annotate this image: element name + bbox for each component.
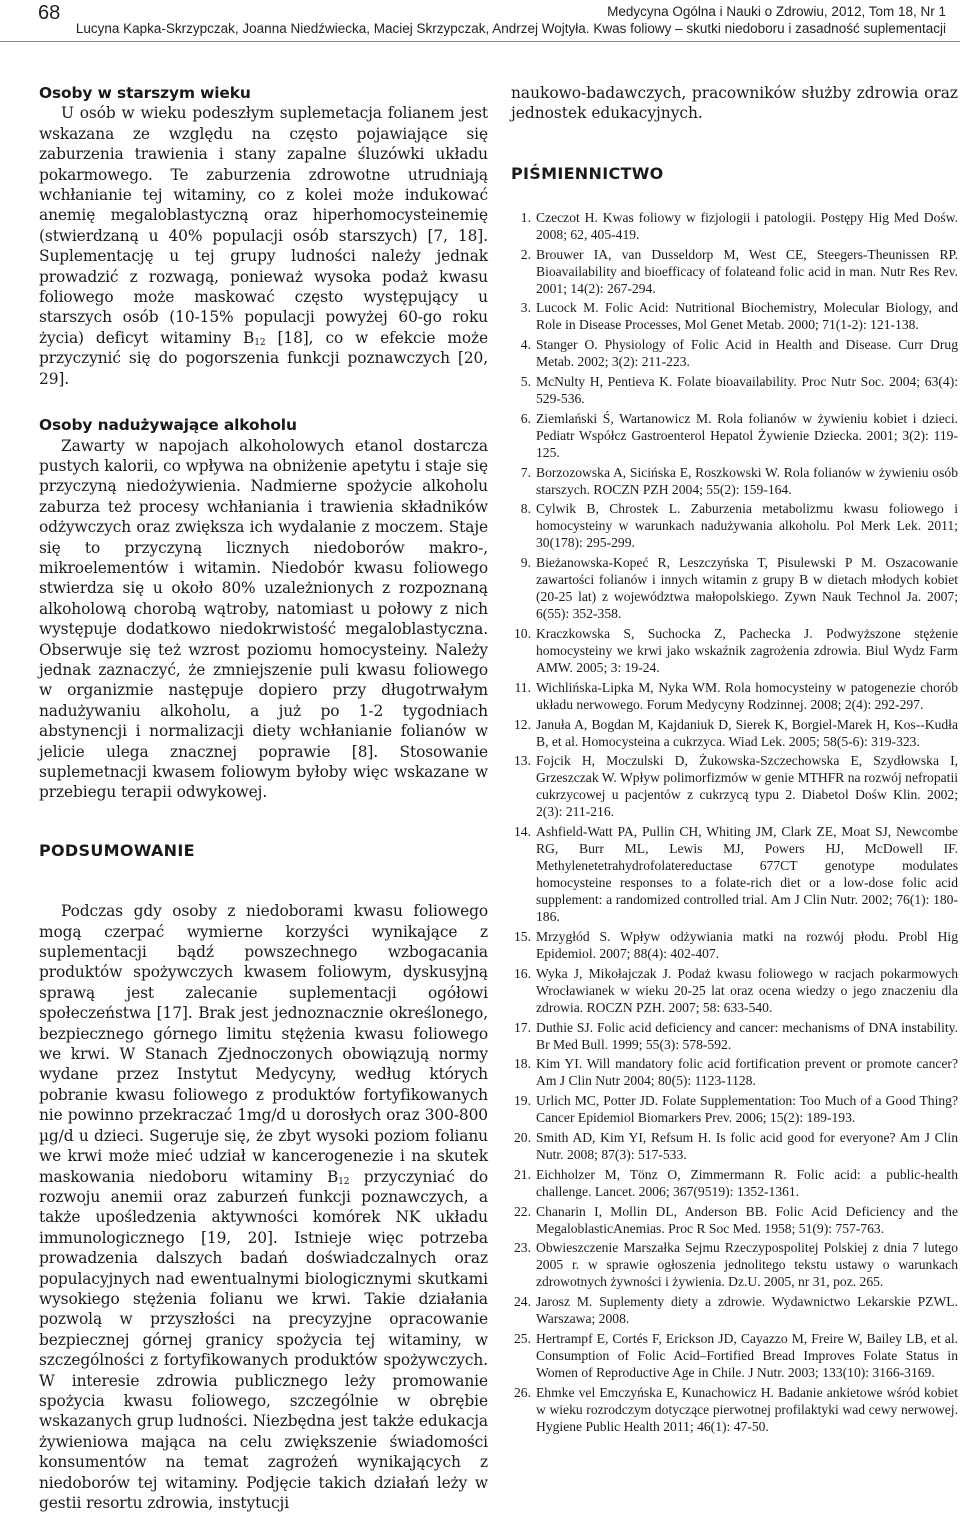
reference-text: Brouwer IA, van Dusseldorp M, West CE, Steegers-Theunissen RP. Bioavailability and bioefficacy of folateand folic acid in man. Nutr Res Rev. 2001; 14(2): 267-294. [536,246,958,296]
reference-item [511,1330,958,1381]
reference-item [511,1166,958,1200]
reference-number: 4. [520,337,531,353]
reference-item [511,823,958,925]
reference-number: 17. [514,1019,531,1035]
reference-text: Hertrampf E, Cortés F, Erickson JD, Cayazzo M, Freire W, Bailey LB, et al. Consumption of Folic Acid–Fortified Bread Improves Folate Status in Women of Reproductive Age in Chile. J Nutr. 2003; 133(10): 3166-3169. [536,1330,958,1380]
reference-text: Chanarin I, Mollin DL, Anderson BB. Folic Acid Deficiency and the MegaloblasticAnemias. Proc R Soc Med. 1958; 51(9): 757-763. [536,1203,958,1236]
alcohol-heading: Osoby nadużywające alkoholu [39,416,297,435]
continuation-text: naukowo-badawczych, pracowników służby zdrowia oraz jednostek edukacyjnych. [511,84,958,123]
references-heading: PIŚMIENNICTWO [511,163,664,183]
page-header [0,0,960,38]
reference-number: 10. [514,625,531,641]
running-head: Lucyna Kapka-Skrzypczak, Joanna Niedźwiecka, Maciej Skrzypczak, Andrzej Wojtyła. Kwas foliowy – skutki niedoboru i zasadność suplementacji [75,21,946,36]
reference-item [511,1092,958,1126]
reference-item [511,299,958,333]
right-column [511,83,958,1438]
reference-text: Duthie SJ. Folic acid deficiency and cancer: mechanisms of DNA instability. Br Med Bull. 1999; 55(3): 578-592. [536,1019,958,1052]
reference-number: 15. [514,928,531,944]
reference-item [511,1384,958,1435]
reference-text: Wyka J, Mikołajczak J. Podaż kwasu foliowego w racjach pokarmowych Wrocławianek w wieku 20-25 lat oraz ocena wiedzy o jego znaczeniu dla zdrowia. ROCZN PZH. 2007; 58: 633-540. [536,965,958,1015]
references-list [511,209,958,1435]
elderly-text-b: [18], co w efekcie może przyczynić się do pogorszenia funkcji poznawczych [20, 29]. [39,328,488,388]
reference-item [511,373,958,407]
reference-text: Obwieszczenie Marszałka Sejmu Rzeczypospolitej Polskiej z dnia 7 lutego 2005 r. w sprawie ogłoszenia jednolitego tekstu ustawy o warunkach zdrowotnych żywności i żywienia. Dz.U. 2005, nr 31, poz. 265. [536,1240,958,1290]
reference-text: Cylwik B, Chrostek L. Zaburzenia metabolizmu kwasu foliowego i homocysteiny w warunkach nadużywania alkoholu. Pol Merk Lek. 2011; 30(178): 295-299. [536,501,958,551]
reference-item [511,716,958,750]
reference-number: 7. [520,464,531,480]
summary-paragraph [39,901,488,1513]
reference-item [511,554,958,622]
reference-number: 11. [514,679,531,695]
reference-number: 24. [514,1294,531,1310]
reference-number: 8. [520,501,531,517]
left-column [39,83,488,1513]
reference-text: Kraczkowska S, Suchocka Z, Pachecka J. Podwyższone stężenie homocysteiny we krwi jako wskaźnik zagrożenia zdrowia. Biul Wydz Farm AMW. 2005; 3: 19-24. [536,625,958,675]
reference-number: 6. [520,410,531,426]
page-number: 68 [38,2,61,24]
reference-number: 19. [514,1093,531,1109]
reference-number: 21. [514,1166,531,1182]
summary-text-a: Podczas gdy osoby z niedoborami kwasu foliowego mogą czerpać wymierne korzyści wynikające z suplementacji bądź powszechnego wzbogacania produktów spożywczych kwasem foliowym, dyskusyjną sprawą jest zalecanie suplementacji ogółowi społeczeństwa [17]. Brak jest jednoznacznie określonego, bezpiecznego górnego limitu stężenia kwasu foliowego we krwi. W Stanach Zjednoczonych obowiązują normy wydane przez Instytut Medycyny, według których pobranie kwasu foliowego z produktów fortyfikowanych nie powinno przekraczać 1mg/d u dorosłych oraz 300-800 µg/d u dzieci. Sugeruje się, że zbyt wysoki poziom folianu we krwi może mieć udział w kancerogenezie i na skutek maskowania niedoboru witaminy B [39,902,488,1186]
reference-item [511,1239,958,1290]
reference-item [511,625,958,676]
summary-heading: PODSUMOWANIE [39,840,195,860]
elderly-subscript: 12 [254,337,266,348]
reference-text: Fojcik H, Moczulski D, Żukowska-Szczechowska E, Szydłowska I, Grzeszczak W. Wpływ polimorfizmów w genie MTHFR na rozwój nefropatii cukrzycowej u pacjentów z cukrzycą typu 2. Diabetol Dośw Klin. 2002; 2(3): 211-216. [536,753,958,820]
reference-number: 16. [514,965,531,981]
reference-item [511,1203,958,1237]
reference-item [511,209,958,243]
reference-item [511,752,958,820]
reference-number: 2. [520,246,531,262]
reference-text: Januła A, Bogdan M, Kajdaniuk D, Sierek K, Borgiel-Marek H, Kos--Kudła B, et al. Homocysteina a cukrzyca. Wiad Lek. 2005; 58(5-6): 319-323. [536,716,958,749]
reference-number: 9. [520,555,531,571]
reference-text: Bieżanowska-Kopeć R, Leszczyńska T, Pisulewski P M. Oszacowanie zawartości folianów i innych witamin z grupy B w dietach młodych kobiet (20-25 lat) z województwa małopolskiego. Zywn Nauk Technol Ja. 2007; 6(55): 352-358. [536,555,958,622]
reference-text: Jarosz M. Suplementy diety a zdrowie. Wydawnictwo Lekarskie PZWL. Warszawa; 2008. [536,1294,958,1327]
reference-item [511,336,958,370]
summary-text-b: przyczyniać do rozwoju anemii oraz zaburzeń funkcji poznawczych, a także upośledzenia aktywności komórek NK układu immunologicznego [19, 20]. Istnieje więc potrzeba prowadzenia dalszych badań doświadczalnych oraz populacyjnych nad ewentualnymi biologicznymi skutkami wysokiego stężenia folianu we krwi. Takie działania pozwolą w przyszłości na precyzyjne opracowanie bezpiecznej górnej granicy spożycia tej witaminy, w szczególności z fortyfikowanych produktów spożywczych. W interesie zdrowia publicznego leży promowanie spożycia kwasu foliowego, szczególnie w obrębie wskazanych grup ludności. Niezbędna jest także edukacja żywieniowa mająca na celu zwiększenie świadomości konsumentów na temat zagrożeń wynikających z niedoborów tej witaminy. Podjęcie takich działań leży w gestii resortu zdrowia, instytucji [39,1167,488,1512]
reference-item [511,965,958,1016]
reference-number: 23. [514,1240,531,1256]
reference-number: 3. [520,300,531,316]
summary-subscript: 12 [338,1176,350,1187]
reference-text: Smith AD, Kim YI, Refsum H. Is folic acid good for everyone? Am J Clin Nutr. 2008; 87(3): 517-533. [536,1129,958,1162]
elderly-heading: Osoby w starszym wieku [39,84,251,102]
reference-text: Wichlińska-Lipka M, Nyka WM. Rola homocysteiny w patogenezie chorób układu nerwowego. Forum Medycyny Rodzinnej. 2008; 2(4): 292-297. [536,679,958,712]
reference-text: Stanger O. Physiology of Folic Acid in Health and Disease. Curr Drug Metab. 2002; 3(2): 211-223. [536,337,958,370]
reference-number: 22. [514,1203,531,1219]
reference-text: Kim YI. Will mandatory folic acid fortification prevent or promote cancer? Am J Clin Nutr 2004; 80(5): 1123-1128. [536,1056,958,1089]
reference-text: Borzozowska A, Sicińska E, Roszkowski W. Rola folianów w żywieniu osób starszych. ROCZN PZH 2004; 55(2): 159-164. [536,464,958,497]
reference-item [511,1129,958,1163]
reference-item [511,1293,958,1327]
reference-item [511,500,958,551]
reference-text: Eichholzer M, Tönz O, Zimmermann R. Folic acid: a public-health challenge. Lancet. 2006; 367(9519): 1352-1361. [536,1166,958,1199]
reference-text: Urlich MC, Potter JD. Folate Supplementation: Too Much of a Good Thing? Cancer Epidemiol Biomarkers Prev. 2006; 15(2): 189-193. [536,1093,958,1126]
reference-text: Mrzygłód S. Wpływ odżywiania matki na rozwój płodu. Probl Hig Epidemiol. 2007; 88(4): 402-407. [536,928,958,961]
reference-text: Ashfield-Watt PA, Pullin CH, Whiting JM, Clark ZE, Moat SJ, Newcombe RG, Burr ML, Lewis MJ, Powers HJ, McDowell IF. Methylenetetrahydrofolatereductase 677CT genotype modulates homocysteine responses to a folate-rich diet or a low-dose folic acid supplement: a randomized controlled trial. Am J Clin Nutr. 2002; 76(1): 180-186. [536,824,958,925]
reference-item [511,679,958,713]
reference-text: Lucock M. Folic Acid: Nutritional Biochemistry, Molecular Biology, and Role in Disease Processes, Mol Genet Metab. 2000; 71(1-2): 121-138. [536,300,958,333]
reference-item [511,246,958,297]
reference-item [511,1055,958,1089]
reference-number: 20. [514,1129,531,1145]
reference-text: McNulty H, Pentieva K. Folate bioavailability. Proc Nutr Soc. 2004; 63(4): 529-536. [536,374,958,406]
reference-item [511,928,958,962]
reference-text: Ziemlański Ś, Wartanowicz M. Rola folianów w żywieniu kobiet i dzieci. Pediatr Współcz Gastroenterol Hepatol Żywienie Dziecka. 2001; 3(2): 119-125. [536,410,958,460]
elderly-paragraph [39,103,488,389]
journal-title: Medycyna Ogólna i Nauki o Zdrowiu, 2012, Tom 18, Nr 1 [607,4,946,19]
reference-item [511,464,958,498]
reference-number: 12. [514,716,531,732]
reference-number: 18. [514,1056,531,1072]
reference-text: Czeczot H. Kwas foliowy w fizjologii i patologii. Postępy Hig Med Dośw. 2008; 62, 405-419. [536,209,958,242]
alcohol-paragraph: Zawarty w napojach alkoholowych etanol dostarcza pustych kalorii, co wpływa na obniżenie apetytu i staje się przyczyną niedożywienia. Nadmierne spożycie alkoholu zaburza też procesy wchłaniania i trawienia składników odżywczych oraz zwiększa ich wydalanie z moczem. Staje się to przyczyną licznych niedoborów makro-, mikroelementów i witamin. Niedobór kwasu foliowego stwierdza się u około 80% uzależnionych z rozpoznaną alkoholową chorobą wątroby, natomiast u połowy z nich występuje dodatkowo niedokrwistość megaloblastyczna. Obserwuje się też wzrost poziomu homocysteiny. Należy jednak zaznaczyć, że zmniejszenie puli kwasu foliowego w organizmie następuje dopiero przy długotrwałym nadużywaniu alkoholu, a już po 1-2 tygodniach abstynencji i normalizacji diety wchłanianie folianów w jelicie ulega znacznej poprawie [8]. Stosowanie suplemetnacji kwasem foliowym byłoby więc wskazane w przebiegu terapii odwykowej. [39,436,488,802]
reference-item [511,1019,958,1053]
reference-text: Ehmke vel Emczyńska E, Kunachowicz H. Badanie ankietowe wśród kobiet w wieku rozrodczym dotyczące pierwotnej profilaktyki wad cewy nerwowej. Hygiene Public Health 2011; 46(1): 47-50. [536,1384,958,1434]
reference-number: 1. [520,209,531,225]
header-divider [0,41,960,42]
elderly-text-a: U osób w wieku podeszłym suplemetacja folianem jest wskazana ze względu na często pojawiające się zaburzenia trawienia i stany zapalne śluzówki układu pokarmowego. Te zaburzenia zdrowotne utrudniają wchłanianie tej witaminy, co z kolei może indukować anemię megaloblastyczną oraz hiperhomocysteinemię (stwierdzaną u 40% populacji osób starszych) [7, 18]. Suplementację u tej grupy ludności należy jednak prowadzić z rozwagą, ponieważ wysoka podaż kwasu foliowego może maskować często występujący u starszych osób (10-15% populacji powyżej 60-go roku życia) deficyt witaminy B [39,104,488,347]
reference-number: 14. [514,824,531,840]
reference-item [511,410,958,461]
reference-number: 5. [520,374,531,389]
reference-number: 25. [514,1330,531,1346]
reference-number: 13. [514,753,531,769]
reference-number: 26. [514,1384,531,1400]
